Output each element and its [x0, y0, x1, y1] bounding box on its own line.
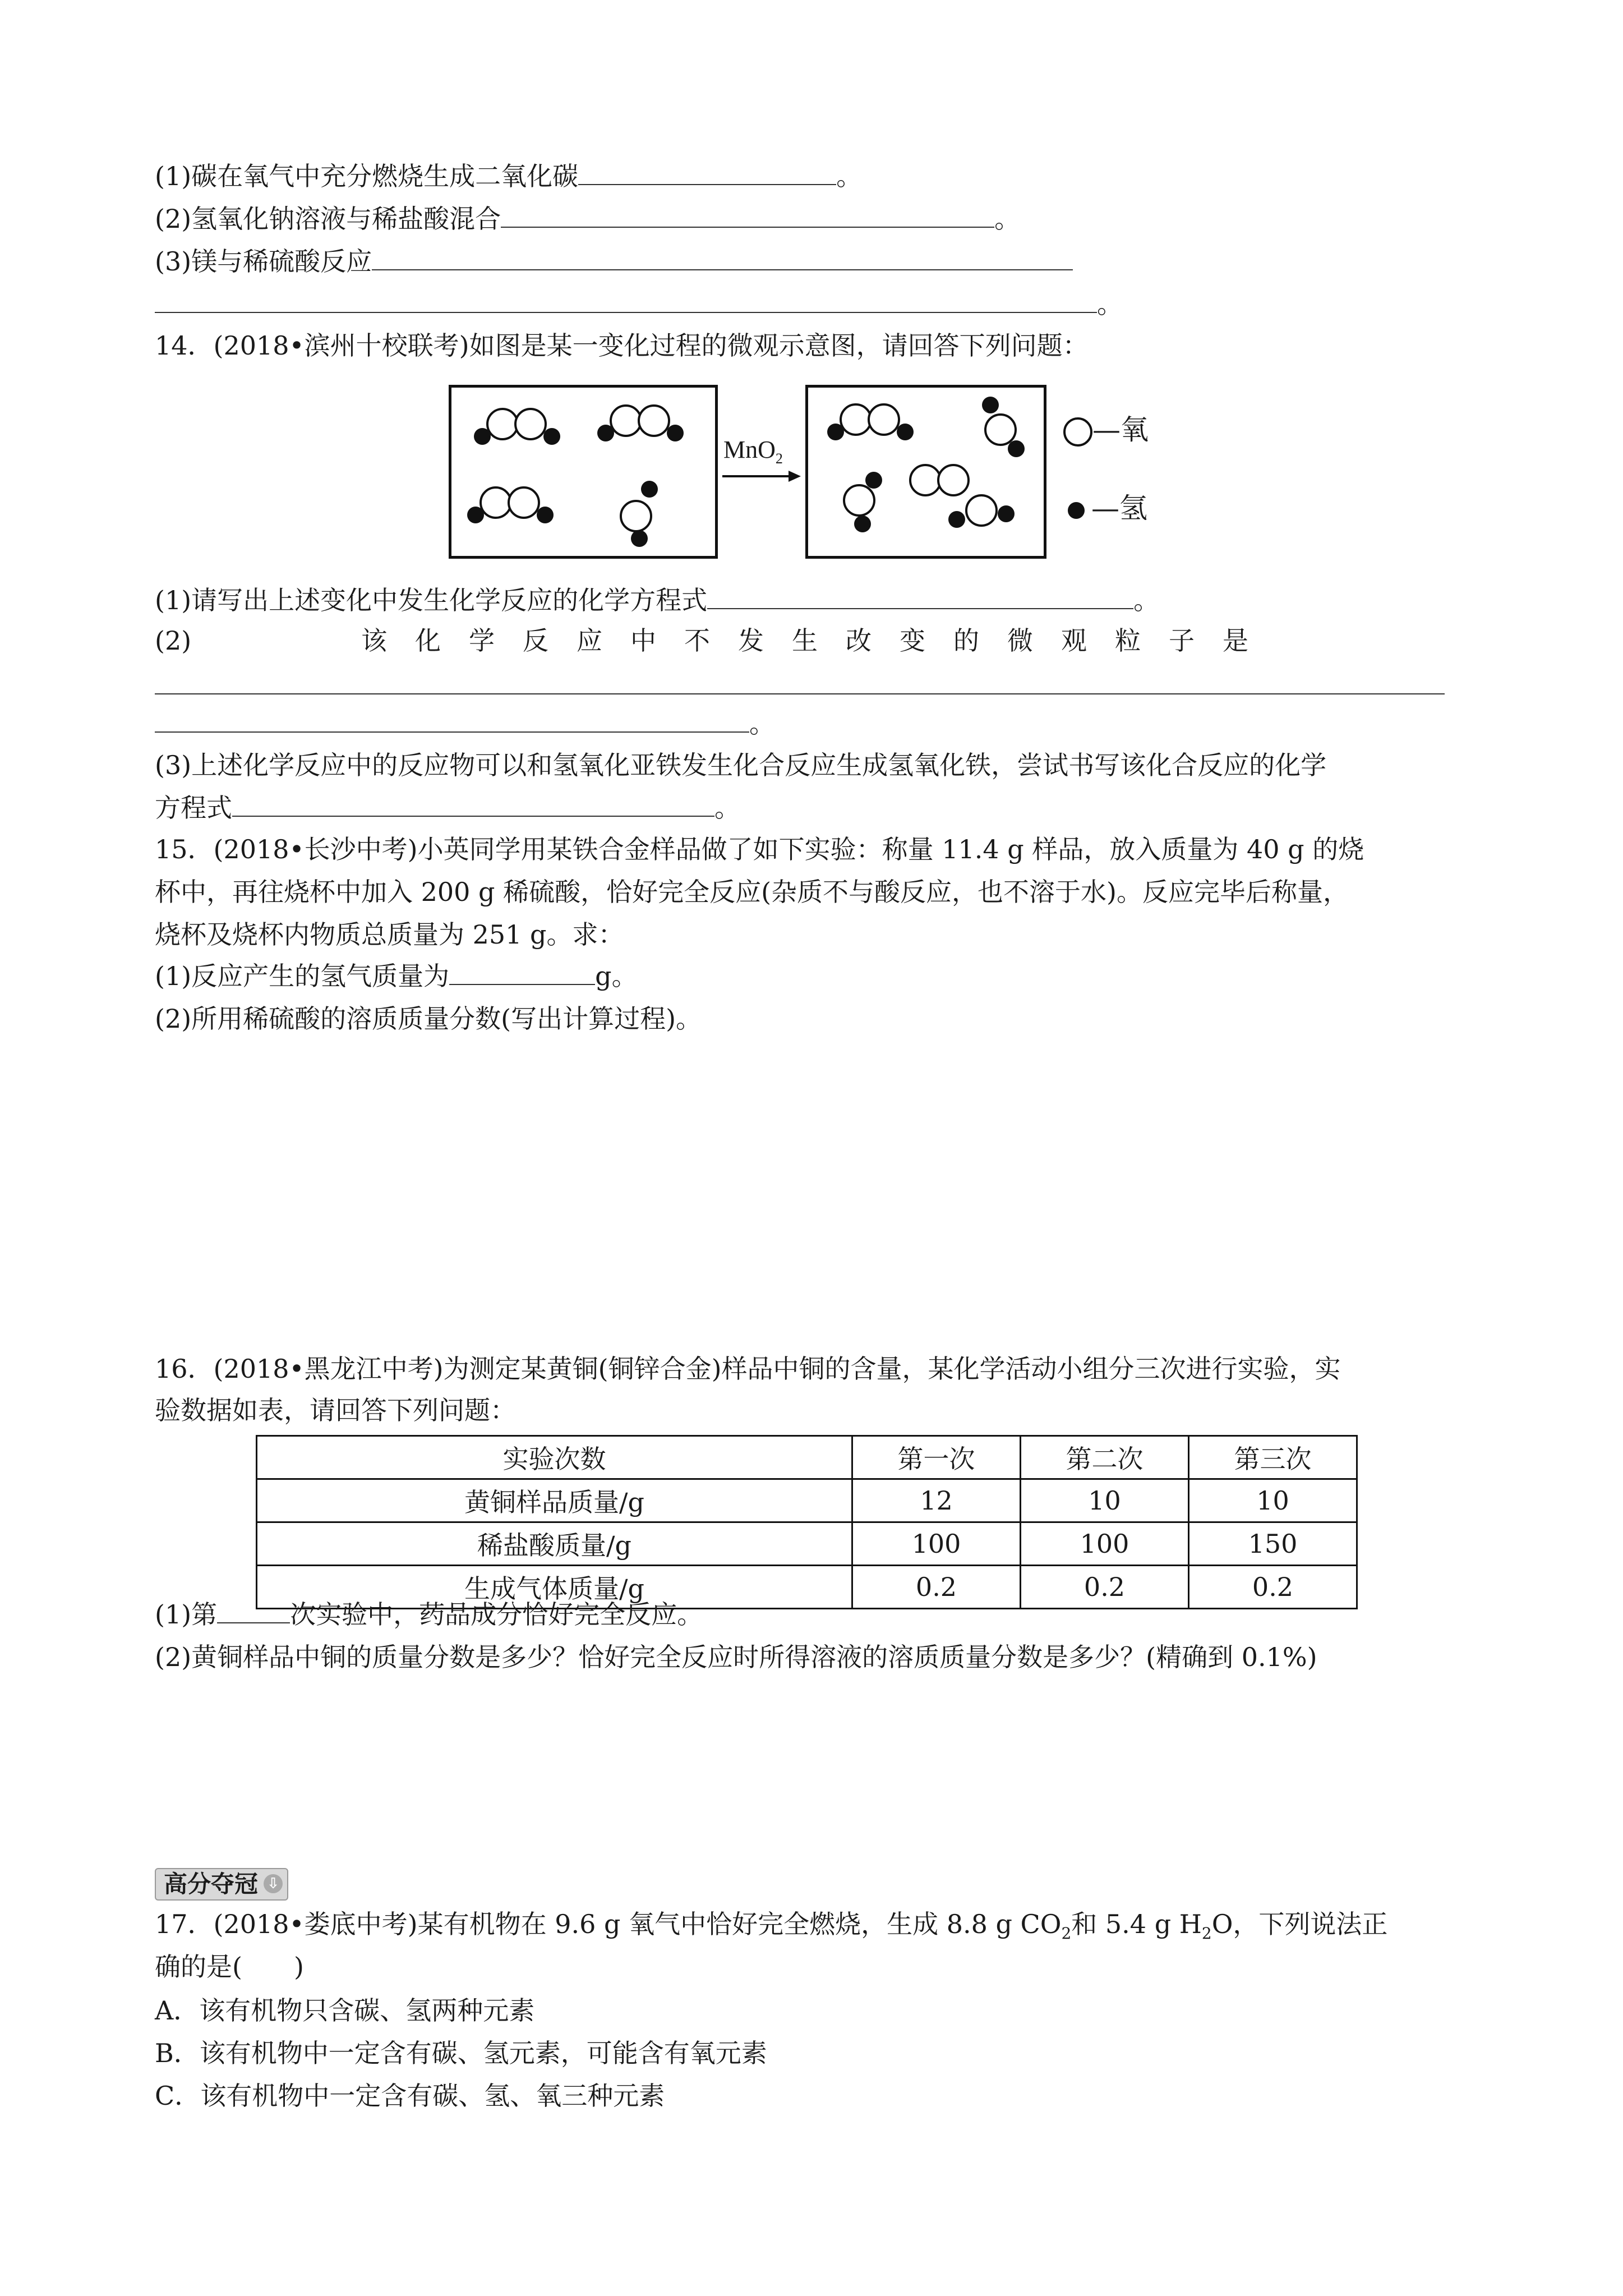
q13-line-1 — [155, 159, 862, 193]
q14-stem — [155, 329, 1089, 362]
period: 。 — [994, 204, 1021, 234]
period: 。 — [1097, 289, 1123, 319]
arrow-down-icon: ⇩ — [264, 1874, 283, 1893]
table-row — [257, 1522, 1357, 1566]
row-label: 生成气体质量/g — [257, 1566, 852, 1609]
option-text: A．该有机物只含碳、氢两种元素 — [155, 1995, 535, 2026]
catalyst-label: MnO$_2$ — [723, 436, 783, 467]
q13-line-3 — [155, 245, 1073, 278]
period: 。 — [714, 793, 740, 823]
legend-oxygen — [1063, 413, 1149, 447]
question-stem: 16．(2018•黑龙江中考)为测定某黄铜(铜锌合金)样品中铜的含量，某化学活动小组分三次进行实验，实 — [155, 1354, 1341, 1384]
question-prompt: (2)所用稀硫酸的溶质质量分数(写出计算过程)。 — [155, 1004, 702, 1034]
question-stem: 烧杯及烧杯内物质总质量为 251 g。求： — [155, 919, 624, 950]
question-prompt: 方程式 — [155, 793, 232, 823]
question-stem: O，下列说法正 — [1211, 1909, 1388, 1939]
header-cell: 第二次 — [1021, 1436, 1189, 1479]
question-stem: 杯中，再往烧杯中加入 200 g 稀硫酸，恰好完全反应(杂质不与酸反应，也不溶于水)。反应完毕后称量， — [155, 877, 1349, 907]
question-stem: 确的是( ) — [155, 1952, 304, 1982]
q14-sub-2 — [155, 624, 1467, 657]
option-c[interactable] — [155, 2079, 665, 2113]
legend-label: —氧 — [1092, 413, 1149, 446]
q13-prompt-1: (1)碳在氧气中充分燃烧生成二氧化碳 — [155, 161, 579, 191]
question-stem: 验数据如表，请回答下列问题： — [155, 1395, 516, 1425]
q13-line-3b — [155, 287, 1123, 321]
q16-stem-2 — [155, 1393, 516, 1427]
question-prompt: (1)反应产生的氢气质量为 — [155, 961, 450, 991]
table-cell: 0.2 — [1021, 1566, 1189, 1609]
answer-line[interactable] — [155, 693, 1445, 694]
table-cell: 10 — [1189, 1479, 1357, 1522]
table-cell: 0.2 — [1189, 1566, 1357, 1609]
row-label: 稀盐酸质量/g — [257, 1522, 852, 1566]
option-a[interactable] — [155, 1994, 534, 2027]
header-cell: 实验次数 — [257, 1436, 852, 1479]
header-cell: 第三次 — [1189, 1436, 1357, 1479]
question-prompt: (3)上述化学反应中的反应物可以和氢氧化亚铁发生化合反应生成氢氧化铁，尝试书写该化合反应的化学 — [155, 750, 1327, 780]
answer-blank[interactable] — [217, 1598, 290, 1623]
section-title: 高分夺冠 — [164, 1870, 259, 1898]
option-text: B．该有机物中一定含有碳、氢元素，可能含有氧元素 — [155, 2038, 767, 2068]
option-b[interactable] — [155, 2036, 767, 2070]
q17-stem-1 — [155, 1907, 1387, 1941]
period: 。 — [749, 708, 775, 739]
legend-hydrogen — [1068, 491, 1147, 525]
table-cell: 100 — [852, 1522, 1021, 1566]
question-stem: 17．(2018•娄底中考)某有机物在 9.6 g 氧气中恰好完全燃烧，生成 8.8 g CO — [155, 1909, 1062, 1939]
option-text: C．该有机物中一定含有碳、氢、氧三种元素 — [155, 2081, 665, 2111]
answer-blank[interactable] — [449, 959, 595, 985]
question-stem: 和 5.4 g H — [1071, 1909, 1202, 1939]
oxygen-atom-icon — [1063, 417, 1092, 447]
subscript: 2 — [1201, 1924, 1212, 1943]
header-cell: 第一次 — [852, 1436, 1021, 1479]
period: 。 — [836, 161, 863, 191]
q13-prompt-3: (3)镁与稀硫酸反应 — [155, 246, 372, 277]
table-cell: 0.2 — [852, 1566, 1021, 1609]
question-prompt: (1)第 — [155, 1599, 218, 1630]
q14-sub-3 — [155, 748, 1326, 782]
period: 。 — [1133, 585, 1160, 615]
q15-stem-3 — [155, 918, 624, 951]
question-stem: 14．(2018•滨州十校联考)如图是某一变化过程的微观示意图，请回答下列问题： — [155, 330, 1089, 361]
answer-blank[interactable] — [155, 287, 1097, 313]
hydrogen-atom-icon — [1068, 502, 1085, 519]
micro-diagram — [449, 385, 1178, 564]
table-row — [257, 1479, 1357, 1522]
sub-number: (2) — [155, 625, 192, 656]
legend-label: —氢 — [1091, 492, 1147, 524]
reactant-box — [449, 385, 718, 559]
table-cell: 150 — [1189, 1522, 1357, 1566]
question-prompt: (1)请写出上述变化中发生化学反应的化学方程式 — [155, 585, 708, 615]
answer-blank[interactable] — [707, 583, 1133, 609]
section-badge — [155, 1868, 288, 1901]
answer-blank[interactable] — [232, 791, 714, 817]
subscript: 2 — [1061, 1924, 1072, 1943]
q16-stem-1 — [155, 1352, 1341, 1386]
q16-sub-1 — [155, 1598, 703, 1631]
q15-sub-2 — [155, 1002, 702, 1036]
question-prompt: (2)黄铜样品中铜的质量分数是多少？恰好完全反应时所得溶液的溶质质量分数是多少？(精确到 0.1%) — [155, 1642, 1317, 1672]
answer-blank[interactable] — [578, 159, 836, 185]
answer-blank[interactable] — [372, 245, 1073, 270]
q14-sub-2-end — [155, 707, 775, 740]
unit: g。 — [595, 961, 638, 991]
q13-prompt-2: (2)氢氧化钠溶液与稀盐酸混合 — [155, 204, 501, 234]
q15-sub-1 — [155, 959, 638, 993]
q17-stem-2 — [155, 1950, 304, 1984]
q14-sub-3b — [155, 791, 740, 825]
reaction-arrow — [721, 468, 803, 485]
answer-blank[interactable] — [501, 202, 994, 228]
question-prompt: 次实验中，药品成分恰好完全反应。 — [290, 1599, 703, 1630]
answer-blank[interactable] — [155, 707, 749, 733]
q15-stem-1 — [155, 832, 1364, 866]
row-label: 黄铜样品质量/g — [257, 1479, 852, 1522]
table-cell: 10 — [1021, 1479, 1189, 1522]
experiment-table — [256, 1435, 1358, 1609]
table-cell: 100 — [1021, 1522, 1189, 1566]
question-prompt: 该化学反应中不发生改变的微观粒子是 — [361, 625, 1276, 656]
question-stem: 15．(2018•长沙中考)小英同学用某铁合金样品做了如下实验：称量 11.4 g 样品，放入质量为 40 g 的烧 — [155, 834, 1364, 864]
table-header-row — [257, 1436, 1357, 1479]
table-cell: 12 — [852, 1479, 1021, 1522]
q14-sub-1 — [155, 583, 1159, 617]
q13-line-2 — [155, 202, 1020, 236]
q16-sub-2 — [155, 1640, 1317, 1674]
q15-stem-2 — [155, 875, 1349, 909]
product-box — [805, 385, 1046, 559]
